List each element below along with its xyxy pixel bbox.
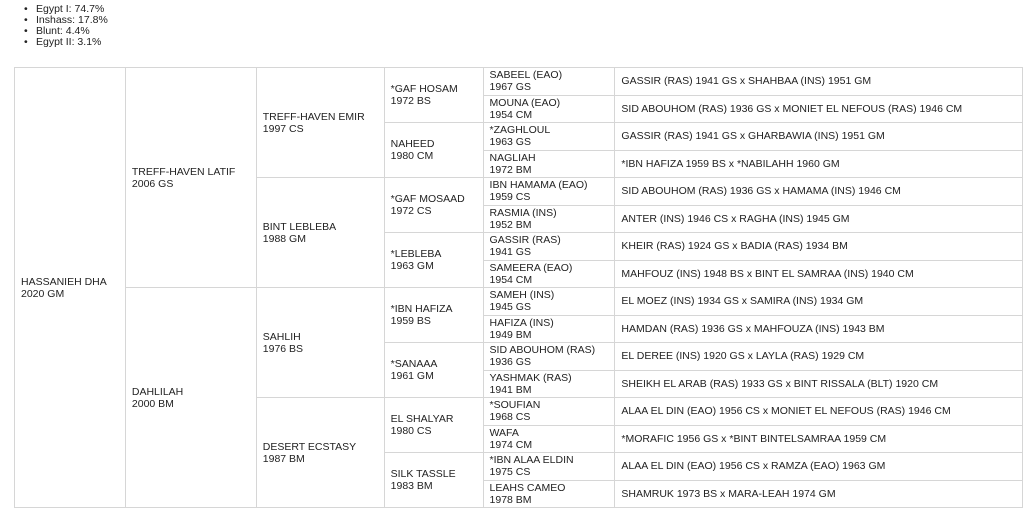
- bloodline-item: • Egypt II: 3.1%: [36, 37, 108, 48]
- dam-cell: [125, 288, 256, 508]
- gen5-ancestor-cell: [483, 233, 615, 261]
- horse-year-color: 1952 BM: [489, 218, 532, 231]
- horse-year-color: 2000 BM: [131, 397, 174, 410]
- parents-cell: EL DEREE (INS) 1920 GS x LAYLA (RAS) 1929 CM: [615, 343, 1023, 371]
- parents-cell: ALAA EL DIN (EAO) 1956 CS x MONIET EL NEFOUS (RAS) 1946 CM: [615, 398, 1023, 426]
- horse-year-color: 1945 GS: [489, 301, 531, 314]
- horse-name: *SOUFIAN: [489, 399, 541, 412]
- parents-cell: ALAA EL DIN (EAO) 1956 CS x RAMZA (EAO) 1963 GM: [615, 453, 1023, 481]
- horse-name: DESERT ECSTASY: [262, 440, 357, 453]
- horse-name: NAGLIAH: [489, 151, 536, 164]
- parents-cell: EL MOEZ (INS) 1934 GS x SAMIRA (INS) 1934 GM: [615, 288, 1023, 316]
- horse-year-color: 1959 BS: [390, 315, 431, 327]
- parents-cell: ANTER (INS) 1946 CS x RAGHA (INS) 1945 GM: [615, 205, 1023, 233]
- gen5-ancestor-cell: [483, 68, 615, 96]
- horse-year-color: 1997 CS: [262, 122, 304, 135]
- horse-name: SAMEERA (EAO): [489, 261, 573, 274]
- pedigree-table: [14, 67, 1023, 508]
- horse-name: IBN HAMAMA (EAO): [489, 179, 588, 192]
- horse-name: *ZAGHLOUL: [489, 124, 551, 137]
- great-grandparent-cell: [384, 233, 483, 288]
- bloodline-item: • Egypt I: 74.7%: [36, 4, 108, 15]
- horse-name: *GAF HOSAM: [390, 83, 458, 95]
- gen5-ancestor-cell: [483, 260, 615, 288]
- horse-year-color: 1954 CM: [489, 108, 533, 121]
- horse-name: LEAHS CAMEO: [489, 481, 566, 494]
- great-grandparent-cell: [384, 398, 483, 453]
- horse-year-color: 1987 BM: [262, 452, 305, 465]
- horse-name: RASMIA (INS): [489, 206, 557, 219]
- gen5-ancestor-cell: [483, 425, 615, 453]
- bloodline-item: • Inshass: 17.8%: [36, 15, 108, 26]
- horse-year-color: 1975 CS: [489, 466, 531, 479]
- gen5-ancestor-cell: [483, 398, 615, 426]
- parents-cell: SHEIKH EL ARAB (RAS) 1933 GS x BINT RISSALA (BLT) 1920 CM: [615, 370, 1023, 398]
- great-grandparent-cell: [384, 343, 483, 398]
- horse-year-color: 1959 CS: [489, 191, 531, 204]
- horse-year-color: 1976 BS: [262, 342, 304, 355]
- horse-name: SABEEL (EAO): [489, 69, 563, 82]
- pedigree-row: [15, 288, 1023, 316]
- horse-name: GASSIR (RAS): [489, 234, 561, 247]
- horse-year-color: 1954 CM: [489, 273, 533, 286]
- horse-year-color: 1941 BM: [489, 383, 532, 396]
- gen5-ancestor-cell: [483, 370, 615, 398]
- gen5-ancestor-cell: [483, 95, 615, 123]
- horse-year-color: 1972 BS: [390, 95, 431, 107]
- parents-cell: HAMDAN (RAS) 1936 GS x MAHFOUZA (INS) 1943 BM: [615, 315, 1023, 343]
- great-grandparent-cell: [384, 453, 483, 508]
- horse-name: SILK TASSLE: [390, 468, 456, 480]
- horse-name: TREFF-HAVEN EMIR: [262, 110, 365, 123]
- pedigree-row: [15, 68, 1023, 96]
- horse-year-color: 1972 CS: [390, 205, 432, 217]
- horse-year-color: 1972 BM: [489, 163, 532, 176]
- parents-cell: *MORAFIC 1956 GS x *BINT BINTELSAMRAA 1959 CM: [615, 425, 1023, 453]
- horse-year-color: 1974 CM: [489, 438, 533, 451]
- horse-name: WAFA: [489, 426, 519, 439]
- horse-year-color: 1980 CM: [390, 150, 434, 162]
- horse-year-color: 1983 BM: [390, 480, 433, 492]
- grandparent-cell: [256, 398, 384, 508]
- gen5-ancestor-cell: [483, 343, 615, 371]
- grandparent-cell: [256, 288, 384, 398]
- horse-year-color: 1968 CS: [489, 411, 531, 424]
- horse-year-color: 1936 GS: [489, 356, 531, 369]
- parents-cell: GASSIR (RAS) 1941 GS x SHAHBAA (INS) 1951 GM: [615, 68, 1023, 96]
- gen5-ancestor-cell: [483, 480, 615, 508]
- horse-year-color: 1967 GS: [489, 81, 531, 94]
- horse-name: DAHLILAH: [131, 385, 184, 398]
- great-grandparent-cell: [384, 68, 483, 123]
- horse-year-color: 2006 GS: [131, 177, 174, 190]
- gen5-ancestor-cell: [483, 150, 615, 178]
- horse-name: HAFIZA (INS): [489, 316, 554, 329]
- horse-year-color: 1961 GM: [390, 370, 434, 382]
- horse-name: HASSANIEH DHA: [21, 275, 107, 288]
- gen5-ancestor-cell: [483, 315, 615, 343]
- horse-year-color: 1978 BM: [489, 493, 532, 506]
- great-grandparent-cell: [384, 123, 483, 178]
- horse-year-color: 1963 GS: [489, 136, 531, 149]
- horse-name: *SANAAA: [390, 358, 438, 370]
- horse-year-color: 1980 CS: [390, 425, 432, 437]
- horse-name: MOUNA (EAO): [489, 96, 561, 109]
- parents-cell: KHEIR (RAS) 1924 GS x BADIA (RAS) 1934 BM: [615, 233, 1023, 261]
- parents-cell: *IBN HAFIZA 1959 BS x *NABILAHH 1960 GM: [615, 150, 1023, 178]
- horse-year-color: 1941 GS: [489, 246, 531, 259]
- horse-year-color: 1949 BM: [489, 328, 532, 341]
- horse-name: EL SHALYAR: [390, 413, 454, 425]
- gen5-ancestor-cell: [483, 288, 615, 316]
- parents-cell: SID ABOUHOM (RAS) 1936 GS x MONIET EL NEFOUS (RAS) 1946 CM: [615, 95, 1023, 123]
- gen5-ancestor-cell: [483, 205, 615, 233]
- great-grandparent-cell: [384, 288, 483, 343]
- horse-name: SID ABOUHOM (RAS): [489, 344, 596, 357]
- gen5-ancestor-cell: [483, 123, 615, 151]
- horse-name: *GAF MOSAAD: [390, 193, 465, 205]
- subject-horse: [15, 68, 126, 508]
- horse-name: YASHMAK (RAS): [489, 371, 572, 384]
- horse-name: TREFF-HAVEN LATIF: [131, 165, 236, 178]
- horse-name: BINT LEBLEBA: [262, 220, 337, 233]
- horse-year-color: 1963 GM: [390, 260, 434, 272]
- sire-cell: [125, 68, 256, 288]
- parents-cell: MAHFOUZ (INS) 1948 BS x BINT EL SAMRAA (INS) 1940 CM: [615, 260, 1023, 288]
- horse-year-color: 1988 GM: [262, 232, 306, 245]
- horse-name: *IBN HAFIZA: [390, 303, 453, 315]
- great-grandparent-cell: [384, 178, 483, 233]
- parents-cell: SID ABOUHOM (RAS) 1936 GS x HAMAMA (INS) 1946 CM: [615, 178, 1023, 206]
- bloodline-percentages: [22, 4, 108, 48]
- bloodline-item: • Blunt: 4.4%: [36, 26, 108, 37]
- horse-name: *IBN ALAA ELDIN: [489, 454, 574, 467]
- grandparent-cell: [256, 178, 384, 288]
- gen5-ancestor-cell: [483, 453, 615, 481]
- horse-name: NAHEED: [390, 138, 435, 150]
- horse-name: SAHLIH: [262, 330, 301, 343]
- grandparent-cell: [256, 68, 384, 178]
- horse-year-color: 2020 GM: [21, 287, 65, 300]
- horse-name: SAMEH (INS): [489, 289, 555, 302]
- parents-cell: GASSIR (RAS) 1941 GS x GHARBAWIA (INS) 1951 GM: [615, 123, 1023, 151]
- gen5-ancestor-cell: [483, 178, 615, 206]
- horse-name: *LEBLEBA: [390, 248, 442, 260]
- parents-cell: SHAMRUK 1973 BS x MARA-LEAH 1974 GM: [615, 480, 1023, 508]
